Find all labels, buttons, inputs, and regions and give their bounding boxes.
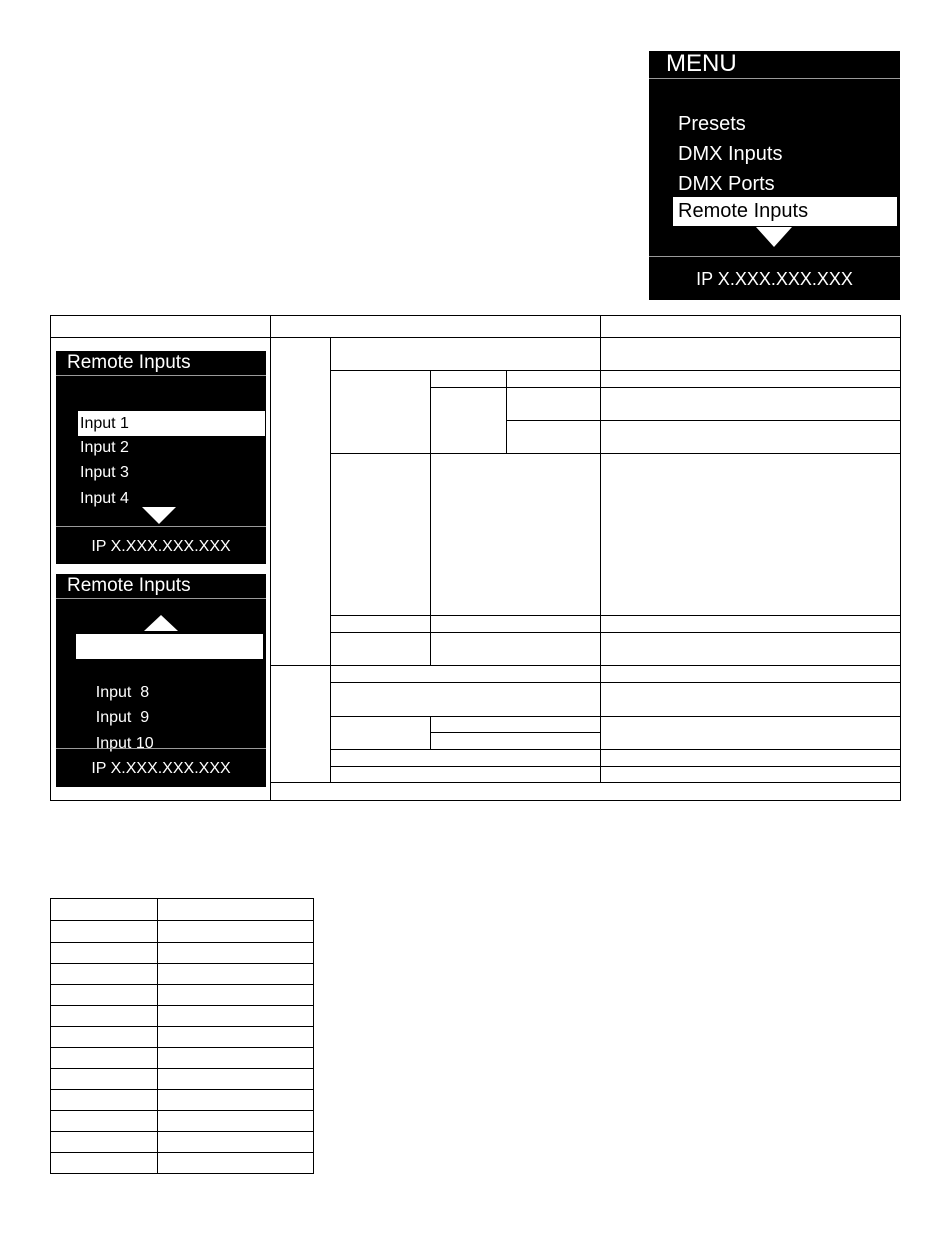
input-item-4[interactable]: Input 4 [80,490,129,507]
scroll-down-arrow-icon[interactable] [756,227,792,247]
remote-inputs-title-bar [56,574,266,599]
scroll-up-arrow-icon[interactable] [144,615,178,631]
menu-item-presets[interactable]: Presets [678,113,746,135]
menu-footer [649,256,900,301]
menu-item-dmx-ports[interactable]: DMX Ports [678,173,775,195]
menu-title-bar [649,51,900,79]
remote-inputs-screen-2 [56,574,266,787]
input-item-8[interactable]: Input 8 [95,684,150,701]
remote-inputs-title-bar [56,351,266,376]
ip-address: IP X.XXX.XXX.XXX [91,760,231,777]
remote-inputs-footer [56,526,266,565]
input-item-10[interactable]: Input 10 [95,735,154,752]
menu-title: MENU [666,50,737,77]
ip-address: IP X.XXX.XXX.XXX [91,538,231,555]
menu-item-remote-inputs[interactable]: Remote Inputs [673,197,897,226]
remote-inputs-screen-1 [56,351,266,564]
remote-inputs-title: Remote Inputs [67,352,191,373]
input-item-9[interactable]: Input 9 [95,709,150,726]
input-list-table [50,898,314,1174]
scroll-down-arrow-icon[interactable] [142,507,176,524]
remote-inputs-footer [56,748,266,788]
menu-item-dmx-inputs[interactable]: DMX Inputs [678,143,783,165]
input-item-2[interactable]: Input 2 [80,439,129,456]
input-item-1[interactable]: Input 1 [78,411,265,436]
ip-address: IP X.XXX.XXX.XXX [696,269,853,289]
input-item-7[interactable]: Input 7 [76,634,263,659]
remote-inputs-title: Remote Inputs [67,575,191,596]
input-item-3[interactable]: Input 3 [80,464,129,481]
main-menu-screen [649,51,900,300]
